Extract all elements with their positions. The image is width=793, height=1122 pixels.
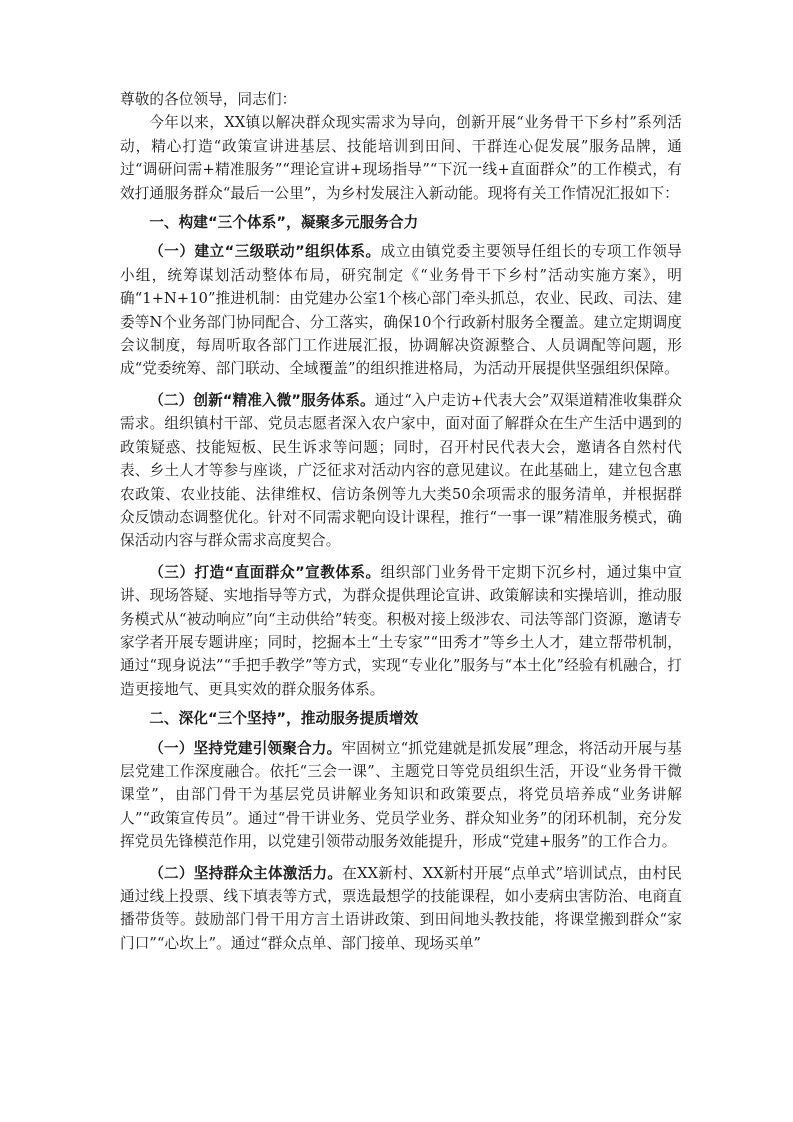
section-heading-1: 一、构建“三个体系”，凝聚多元服务合力 [149, 214, 419, 232]
subheading: （二）坚持群众主体激活力。 [149, 864, 343, 882]
section-1-paragraph-2 [120, 389, 682, 553]
subheading: （一）建立“三级联动”组织体系。 [149, 243, 381, 261]
subheading: （三）打造“直面群众”宣教体系。 [149, 563, 381, 581]
document-body [120, 88, 682, 955]
intro-paragraph: 今年以来，XX镇以解决群众现实需求为导向，创新开展“业务骨干下乡村”系列活动，精心打造“政策宣讲进基层、技能培训到田间、干群连心促发展”服务品牌，通过“调研问需+精准服务”“理论宣讲+现场指导”“下沉一线+直面群众”的工作模式，有效打通服务群众“最后一公里”，为乡村发展注入新动能。现将有关工作情况汇报如下： [120, 114, 682, 202]
paragraph-body: 在XX新村、XX新村开展“点单式”培训试点，由村民通过线上投票、线下填表等方式，票选最想学的技能课程，如小麦病虫害防治、电商直播带货等。鼓励部门骨干用方言土语讲政策、到田间地头教技能，将课堂搬到群众“家门口”“心坎上”。通过“群众点单、部门接单、现场买单” [120, 864, 682, 952]
section-2-paragraph-2 [120, 862, 682, 956]
section-1-paragraph-3 [120, 561, 682, 701]
paragraph-body: 通过“入户走访+代表大会”双渠道精准收集群众需求。组织镇村干部、党员志愿者深入农户家中，面对面了解群众在生产生活中遇到的政策疑惑、技能短板、民生诉求等问题；同时，召开村民代表大会，邀请各自然村代表、乡土人才等参与座谈，广泛征求对活动内容的意见建议。在此基础上，建立包含惠农政策、农业技能、法律维权、信访条例等九大类50余项需求的服务清单，并根据群众反馈动态调整优化。针对不同需求靶向设计课程，推行“一事一课”精准服务模式，确保活动内容与群众需求高度契合。 [120, 391, 682, 550]
paragraph-body: 组织部门业务骨干定期下沉乡村，通过集中宣讲、现场答疑、实地指导等方式，为群众提供理论宣讲、政策解读和实操培训，推动服务模式从“被动响应”向“主动供给”转变。积极对接上级涉农、司法等部门资源，邀请专家学者开展专题讲座；同时，挖掘本土“土专家”“田秀才”等乡土人才，建立帮带机制，通过“现身说法”“手把手教学”等方式，实现“专业化”服务与“本土化”经验有机融合，打造更接地气、更具实效的群众服务体系。 [120, 563, 682, 698]
subheading: （一）坚持党建引领聚合力。 [149, 739, 342, 757]
greeting: 尊敬的各位领导，同志们： [120, 91, 297, 108]
subheading: （二）创新“精准入微”服务体系。 [149, 391, 375, 409]
paragraph-body: 成立由镇党委主要领导任组长的专项工作领导小组，统筹谋划活动整体布局，研究制定《“业务骨干下乡村”活动实施方案》，明确“1+N+10”推进机制：由党建办公室1个核心部门牵头抓总，农业、民政、司法、建委等N个业务部门协同配合、分工落实，确保10个行政新村服务全覆盖。建立定期调度会议制度，每周听取各部门工作进展汇报，协调解决资源整合、人员调配等问题，形成“党委统筹、部门联动、全域覆盖”的组织推进格局，为活动开展提供坚强组织保障。 [120, 243, 682, 378]
paragraph-body: 牢固树立“抓党建就是抓发展”理念，将活动开展与基层党建工作深度融合。依托“三会一课”、主题党日等党员组织生活，开设“业务骨干微课堂”，由部门骨干为基层党员讲解业务知识和政策要点，将党员培养成“业务讲解人”“政策宣传员”。通过“骨干讲业务、党员学业务、群众知业务”的闭环机制，充分发挥党员先锋模范作用，以党建引领带动服务效能提升，形成“党建+服务”的工作合力。 [120, 739, 682, 851]
section-1-paragraph-1 [120, 240, 682, 380]
section-2-paragraph-1 [120, 737, 682, 854]
section-heading-2: 二、深化“三个坚持”，推动服务提质增效 [149, 710, 419, 728]
